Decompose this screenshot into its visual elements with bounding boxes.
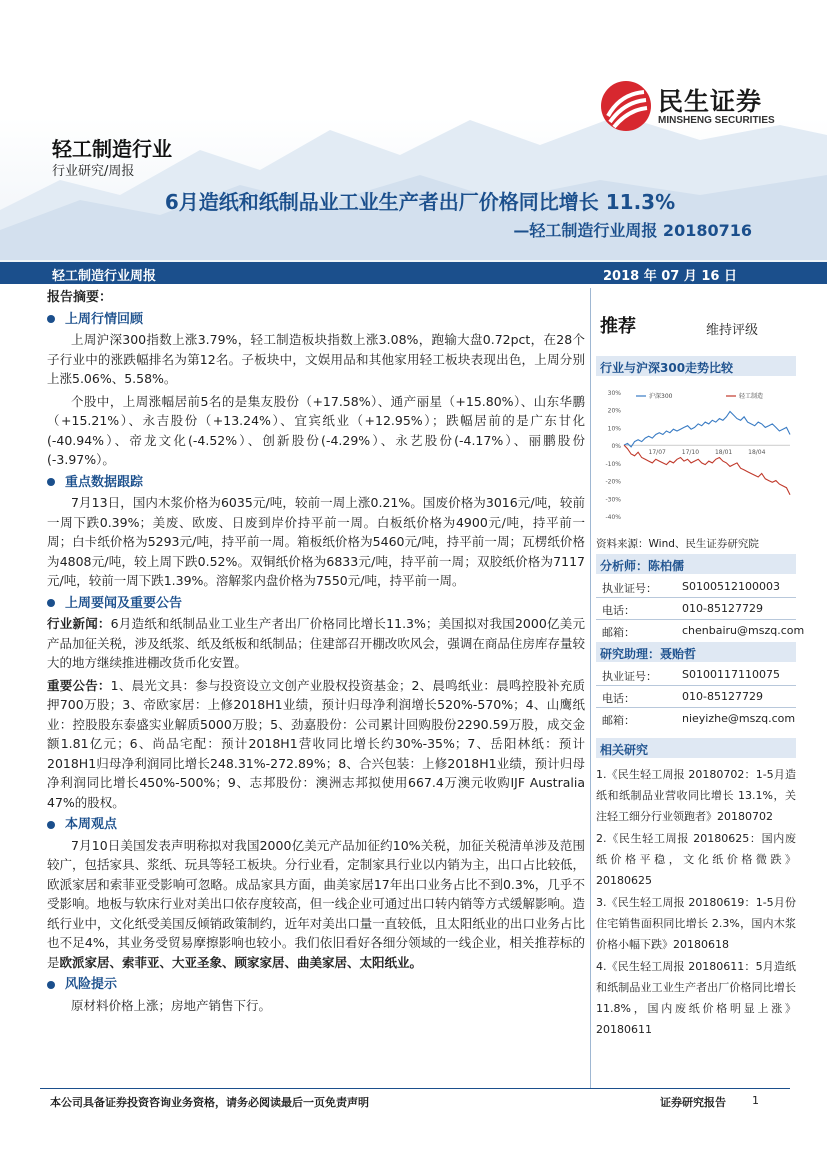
brand-name-cn: 民生证券 <box>658 87 763 116</box>
chart-source: 资料来源：Wind、民生证券研究院 <box>596 538 759 550</box>
title-band <box>0 262 827 284</box>
paragraph: 个股中，上周涨幅居前5名的是集友股份（+17.58%）、通产丽星（+15.80%）、山东华鹏（+15.21%）、永吉股份（+13.24%）、宜宾纸业（+12.95%）；跌幅居前的是广东甘化(-40.94%）、帝龙文化(-4.52%）、创新股份(-4.29%）、永艺股份(-4.17%）、丽鹏股份(-3.97%）。 <box>47 393 585 467</box>
bullet-icon <box>47 981 55 989</box>
section-heading: 重点数据跟踪 <box>47 473 585 493</box>
footer-rule <box>40 1088 790 1089</box>
paragraph: 上周沪深300指数上涨3.79%，轻工制造板块指数上涨3.08%，跑输大盘0.72pct，在28个子行业中的涨跌幅排名为第12名。子板块中，文娱用品和其他家用轻工板块表现出色，上周分别上涨5.06%、5.58%。 <box>47 332 585 386</box>
related-list <box>596 764 796 1041</box>
summary-heading: 报告摘要： <box>47 290 113 305</box>
brand-name-en: MINSHENG SECURITIES <box>658 115 775 126</box>
footer-disclaimer: 本公司具备证券投资咨询业务资格，请务必阅读最后一页免责声明 <box>50 1096 369 1109</box>
y-tick-label: -30% <box>605 496 621 504</box>
rating-note: 维持评级 <box>706 323 759 338</box>
section-heading: 上周行情回顾 <box>47 310 585 330</box>
section-heading: 本周观点 <box>47 815 585 835</box>
paragraph: 重要公告：1、晨光文具：参与投资设立文创产业股权投资基金；2、晨鸣纸业：晨鸣控股补充质押700万股；3、帝欧家居：上修2018H1业绩，预计归母净利润增长520%-570%；4、山鹰纸业：控股股东泰盛实业解质5000万股；5、劲嘉股份：公司累计回购股份2290.59万股，成交金额1.81亿元；6、尚品宅配：预计2018H1营收同比增长约30%-35%；7、岳阳林纸：预计2018H1归母净利润同比增长248.31%-272.89%；8、合兴包装：上修2018H1业绩，预计归母净利润同比增长450%-500%；9、志邦股份：澳洲志邦拟使用667.4万澳元收购IJF Australia 47%的股权。 <box>47 677 585 810</box>
y-tick-label: -20% <box>605 478 621 486</box>
related-item[interactable]: 3.《民生轻工周报 20180619：1-5月份住宅销售面积同比增长 2.3%，国内木浆价格小幅下跌》20180618 <box>596 896 796 951</box>
analyst-heading: 分析师：陈柏儒 <box>596 554 796 574</box>
divider <box>596 619 796 620</box>
report-type: 行业研究/周报 <box>52 164 135 179</box>
legend-label: 沪深300 <box>649 393 673 400</box>
paragraph: 7月10日美国发表声明称拟对我国2000亿美元产品加征约10%关税，加征关税清单涉及范围较广，包括家具、浆纸、玩具等轻工板块。分行业看，定制家具行业以内销为主，出口占比较低，欧派家居和索菲亚受影响可忽略。成品家具方面，曲美家居17年出口业务占比不到0.3%，几乎不受影响。地板与软床行业对美出口依存度较高，但一线企业可通过出口转内销等方式缓解影响。造纸行业中，文化纸受美国反倾销政策制约，近年对美出口量一直较低，且太阳纸业的出口业务占比也不足4%，其业务受贸易摩擦影响也较小。我们依旧看好各细分领域的一线企业，相关推荐标的是欧派家居、索菲亚、大亚圣象、顾家家居、曲美家居、太阳纸业。 <box>47 837 585 970</box>
divider <box>596 685 796 686</box>
x-tick-label: 17/07 <box>648 449 666 457</box>
bullet-icon <box>47 315 55 323</box>
divider <box>596 707 796 708</box>
y-tick-label: 20% <box>607 407 621 415</box>
bullet-icon <box>47 599 55 607</box>
paragraph: 7月13日，国内木浆价格为6035元/吨，较前一周上涨0.21%。国废价格为3016元/吨，较前一周下跌0.39%；美废、欧废、日废到岸价持平前一周。白板纸价格为4900元/吨，持平前一周；白卡纸价格为5293元/吨，持平前一周。箱板纸价格为5460元/吨，持平前一周；瓦楞纸价格为4808元/吨，较上周下跌0.52%。双铜纸价格为6833元/吨，持平前一周；双胶纸价格为7117元/吨，较前一周下跌1.39%。溶解浆内盘价格为7550元/吨，持平前一周。 <box>47 495 585 588</box>
x-tick-label: 17/10 <box>681 449 700 457</box>
chart-heading: 行业与沪深300走势比较 <box>596 356 796 376</box>
related-item[interactable]: 1.《民生轻工周报 20180702：1-5月造纸和纸制品业营收同比增长 13.1%，关注轻工细分行业领跑者》20180702 <box>596 768 796 823</box>
divider <box>596 597 796 598</box>
y-tick-label: 0% <box>611 443 621 451</box>
report-subtitle: —轻工制造行业周报 20180716 <box>513 221 752 240</box>
section-heading: 上周要闻及重要公告 <box>47 594 585 614</box>
rating: 推荐 <box>600 316 636 337</box>
bullet-icon <box>47 821 55 829</box>
band-series-name: 轻工制造行业周报 <box>52 269 157 284</box>
y-tick-label: 10% <box>607 425 621 433</box>
minsheng-logo-icon <box>600 80 652 132</box>
industry-title: 轻工制造行业 <box>52 137 172 161</box>
band-date: 2018 年 07 月 16 日 <box>603 269 737 284</box>
trend-chart <box>596 384 796 524</box>
summary-column <box>47 288 585 1018</box>
y-tick-label: -10% <box>605 460 621 468</box>
related-item[interactable]: 2.《民生轻工周报 20180625：国内废纸价格平稳，文化纸价格微跌》20180625 <box>596 832 796 887</box>
y-tick-label: -40% <box>605 514 621 521</box>
related-item[interactable]: 4.《民生轻工周报 20180611：5月造纸和纸制品业工业生产者出厂价格同比增长 11.8%，国内废纸价格明显上涨》20180611 <box>596 960 796 1036</box>
bullet-icon <box>47 478 55 486</box>
brand-logo <box>600 80 800 132</box>
x-tick-label: 18/04 <box>748 449 766 457</box>
page-number: 1 <box>752 1094 759 1107</box>
paragraph: 行业新闻：6月造纸和纸制品业工业生产者出厂价格同比增长11.3%；美国拟对我国2000亿美元产品加征关税，涉及纸浆、纸及纸板和纸制品；住建部召开棚改吹风会，强调在商品住房库存量较大的地方继续推进棚改货币化安置。 <box>47 616 585 670</box>
assistant-heading: 研究助理：聂贻哲 <box>596 642 796 662</box>
footer-label: 证券研究报告 <box>660 1096 726 1109</box>
column-divider <box>590 288 591 1088</box>
x-tick-label: 18/01 <box>714 449 733 457</box>
report-title: 6月造纸和纸制品业工业生产者出厂价格同比增长 11.3% <box>164 190 676 214</box>
rating-box <box>596 312 796 340</box>
series-line <box>624 412 790 447</box>
section-heading: 风险提示 <box>47 975 585 995</box>
paragraph: 原材料价格上涨；房地产销售下行。 <box>71 997 272 1013</box>
legend-label: 轻工制造 <box>739 393 764 400</box>
related-heading: 相关研究 <box>596 738 796 758</box>
y-tick-label: 30% <box>607 390 621 397</box>
